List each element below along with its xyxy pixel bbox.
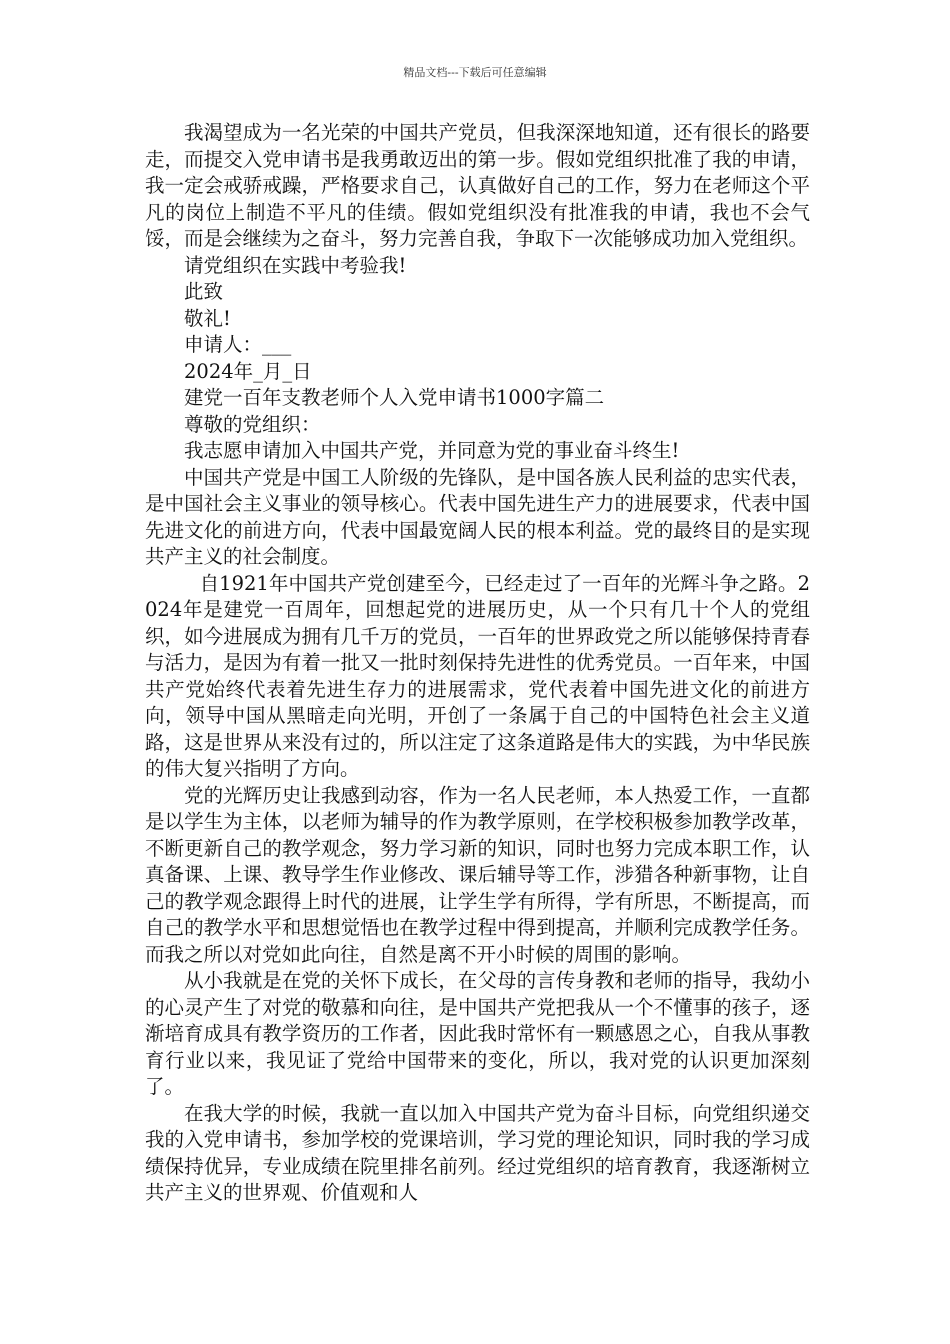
greeting: 尊敬的党组织：: [184, 412, 321, 436]
applicant-signature: 申请人：___: [184, 333, 292, 356]
closing-salutation: 此致: [184, 280, 224, 303]
section-title: 建党一百年支教老师个人入党申请书1000字篇二: [184, 386, 605, 409]
paragraph-university: 在我大学的时候，我就一直以加入中国共产党为奋斗目标，向党组织递交我的入党申请书，参加学校的党课培训，学习党的理论知识，同时我的学习成绩保持优异，专业成绩在院里排名前列。经过党组织的培育教育，我逐渐树立共产主义的世界观、价值观和人: [145, 1101, 810, 1204]
paragraph-teacher-work: 党的光辉历史让我感到动容，作为一名人民老师，本人热爱工作，一直都是以学生为主体，以老师为辅导的作为教学原则，在学校积极参加教学改革，不断更新自己的教学观念，努力学习新的知识，同时也努力完成本职工作，认真备课、上课、教导学生作业修改、课后辅导等工作，涉猎各种新事物，让自己的教学观念跟得上时代的进展，让学生学有所得，学有所思，不断提高，而自己的教学水平和思想觉悟也在教学过程中得到提高，并顺利完成教学任务。而我之所以对党如此向往，自然是离不开小时候的周围的影响。: [145, 783, 810, 966]
paragraph-party-nature: 中国共产党是中国工人阶级的先锋队，是中国各族人民利益的忠实代表，是中国社会主义事业的领导核心。代表中国先进生产力的进展要求，代表中国先进文化的前进方向，代表中国最宽阔人民的根本利益。党的最终目的是实现共产主义的社会制度。: [145, 465, 810, 568]
paragraph-party-history: 自1921年中国共产党创建至今，已经走过了一百年的光辉斗争之路。2024年是建党一百周年，回想起党的进展历史，从一个只有几十个人的党组织，如今进展成为拥有几千万的党员，一百年的世界政党之所以能够保持青春与活力，是因为有着一批又一批时刻保持先进性的优秀党员。一百年来，中国共产党始终代表着先进生存力的进展需求，党代表着中国先进文化的前进方向，领导中国从黑暗走向光明，开创了一条属于自己的中国特色社会主义道路，这是世界从来没有过的，所以注定了这条道路是伟大的实践，为中华民族的伟大复兴指明了方向。: [145, 571, 810, 780]
date-line: 2024年_月_日: [184, 359, 312, 383]
paragraph-childhood: 从小我就是在党的关怀下成长，在父母的言传身教和老师的指导，我幼小的心灵产生了对党的敬慕和向往，是中国共产党把我从一个不懂事的孩子，逐渐培育成具有教学资历的工作者，因此我时常怀有一颗感恩之心，自我从事教育行业以来，我见证了党给中国带来的变化，所以，我对党的认识更加深刻了。: [145, 969, 810, 1098]
closing-regards: 敬礼!: [184, 306, 231, 330]
document-body: [145, 120, 810, 1207]
paragraph-commitment: 我渴望成为一名光荣的中国共产党员，但我深深地知道，还有很长的路要走，而提交入党申请书是我勇敢迈出的第一步。假如党组织批准了我的申请，我一定会戒骄戒躁，严格要求自己，认真做好自己的工作，努力在老师这个平凡的岗位上制造不平凡的佳绩。假如党组织没有批准我的申请，我也不会气馁，而是会继续为之奋斗，努力完善自我，争取下一次能够成功加入党组织。: [145, 121, 810, 250]
paragraph-aspiration: 我志愿申请加入中国共产党，并同意为党的事业奋斗终生!: [184, 439, 680, 462]
paragraph-request-test: 请党组织在实践中考验我!: [184, 253, 407, 277]
page-header: 精品文档---下载后可任意编辑: [403, 66, 547, 79]
